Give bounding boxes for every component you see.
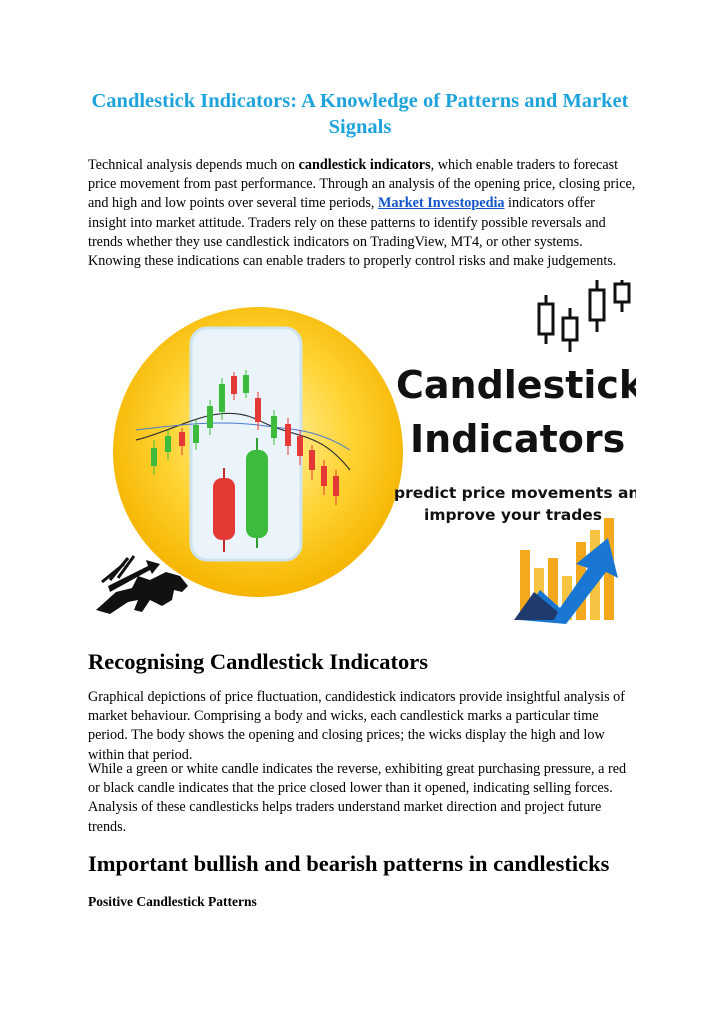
hero-subtitle-line2: improve your trades (424, 506, 603, 524)
hero-illustration (88, 280, 636, 625)
section1-heading: Recognising Candlestick Indicators (88, 649, 429, 674)
intro-paragraph (88, 156, 636, 271)
intro-text-3: indicators offer insight into market attitude. Traders rely on these patterns to identify possible reversals and trends whether they use candlestick indicators on TradingView, MT4, or other systems. Knowing these indications can enable traders to properly control risks and make judgements. (88, 195, 617, 270)
section1-paragraph-1: Graphical depictions of price fluctuation, candidestick indicators provide insightful analysis of market behaviour. Comprising a body and wicks, each candlestick marks a particular time period. The body shows the opening and closing prices; the wicks display the high and low within that period. (88, 689, 626, 763)
hero-banner (88, 280, 636, 625)
section1-paragraph-2: While a green or white candle indicates the reverse, exhibiting great purchasing pressure, a red or black candle indicates that the price closed lower than it opened, indicating selling forces. Analysis of these candlesticks helps traders understand market direction and project future trends. (88, 761, 627, 835)
page-title: Candlestick Indicators: A Knowledge of Patterns and Market Signals (91, 90, 629, 138)
candlestick-icon (539, 280, 629, 352)
bar-chart-arrow-icon (514, 518, 618, 624)
big-green-candle (246, 450, 268, 538)
section2-heading: Important bullish and bearish patterns in candlesticks (88, 851, 610, 876)
section2-subheading: Positive Candlestick Patterns (88, 894, 257, 909)
hero-title-line1: Candlestick (396, 363, 636, 407)
hero-subtitle-line1: predict price movements and (394, 484, 636, 502)
market-investopedia-link[interactable]: Market Investopedia (378, 195, 505, 212)
hero-title-line2: Indicators (410, 417, 626, 461)
intro-text-2: , which enable traders to forecast price movement from past performance. Through an analysis of the opening price, closing price, and high and low points over several time periods, (88, 157, 636, 212)
intro-text-1: Technical analysis depends much on (88, 157, 299, 173)
big-red-candle (213, 478, 235, 540)
intro-bold-term: candlestick indicators (298, 157, 431, 173)
